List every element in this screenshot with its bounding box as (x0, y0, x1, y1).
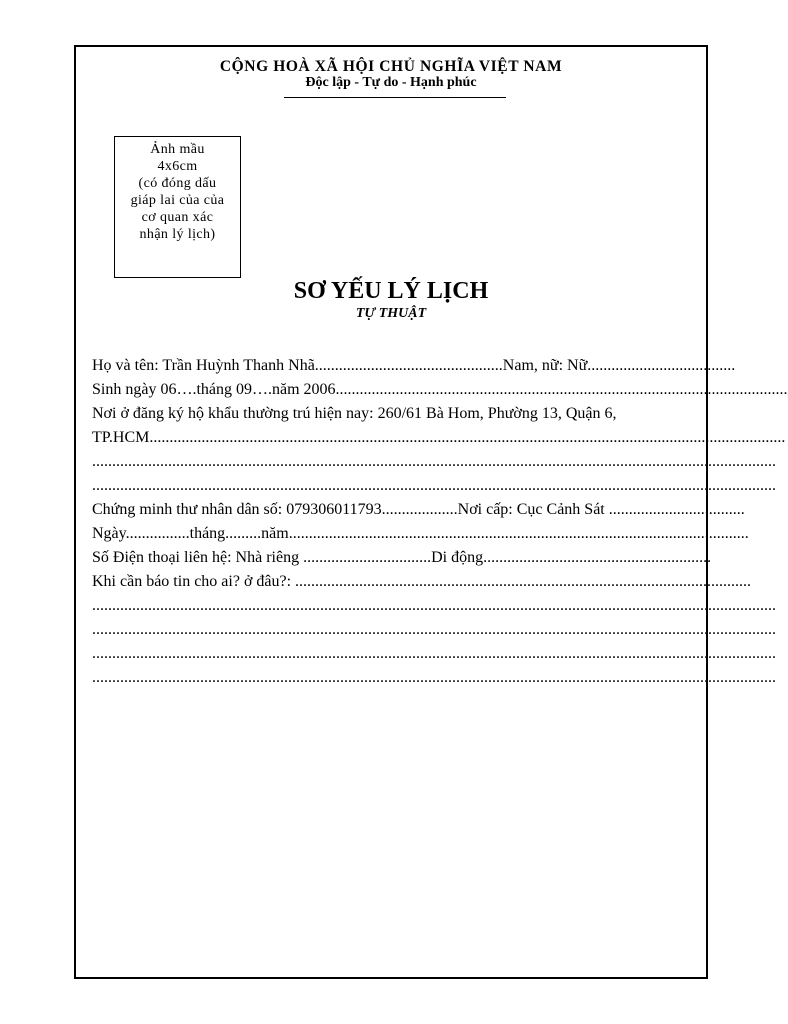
form-line-issue-date: Ngày................tháng.........năm................................................................................................................... (92, 525, 749, 542)
form-line-birth-date: Sinh ngày 06….tháng 09….năm 2006................................................................................................................. (92, 381, 788, 398)
motto-heading: Độc lập - Tự do - Hạnh phúc (305, 75, 477, 90)
page-frame (74, 45, 788, 979)
photo-box-line: (có đóng dấu (138, 176, 217, 191)
photo-box-line: nhận lý lịch) (139, 227, 216, 242)
form-line-phone: Số Điện thoại liên hệ: Nhà riêng ................................Di động......................................................... (92, 549, 712, 566)
form-line-id-number: Chứng minh thư nhân dân số: 079306011793...................Nơi cấp: Cục Cảnh Sát .................................. (92, 501, 745, 518)
photo-box-line: 4x6cm (157, 159, 198, 174)
motto-underline (284, 97, 506, 98)
photo-box-line: cơ quan xác (141, 210, 214, 225)
form-line-blank: ........................................................................................................................................................................... (92, 621, 776, 638)
form-line-residence-cont: TP.HCM............................................................................................................................................................... (92, 429, 786, 446)
document-title: SƠ YẾU LÝ LỊCH (293, 278, 489, 304)
nation-heading: CỘNG HOÀ XÃ HỘI CHỦ NGHĨA VIỆT NAM (219, 58, 563, 75)
form-line-blank: ........................................................................................................................................................................... (92, 477, 776, 494)
form-line-blank: ........................................................................................................................................................................... (92, 597, 776, 614)
photo-placeholder-box (114, 136, 241, 278)
photo-box-line: giáp lai của của (130, 193, 225, 208)
form-line-blank: ........................................................................................................................................................................... (92, 645, 776, 662)
form-line-blank: ........................................................................................................................................................................... (92, 669, 776, 686)
form-line-full-name: Họ và tên: Trần Huỳnh Thanh Nhã...............................................Nam, nữ: Nữ..................................... (92, 357, 736, 374)
form-line-residence: Nơi ở đăng ký hộ khẩu thường trú hiện nay: 260/61 Bà Hom, Phường 13, Quận 6, (92, 405, 617, 422)
document-subtitle: TỰ THUẬT (355, 306, 427, 321)
form-line-emergency-contact: Khi cần báo tin cho ai? ở đâu?: .................................................................................................................. (92, 573, 752, 590)
form-line-blank: ........................................................................................................................................................................... (92, 453, 776, 470)
photo-box-line: Ảnh mầu (150, 142, 205, 157)
form-body (92, 354, 788, 690)
